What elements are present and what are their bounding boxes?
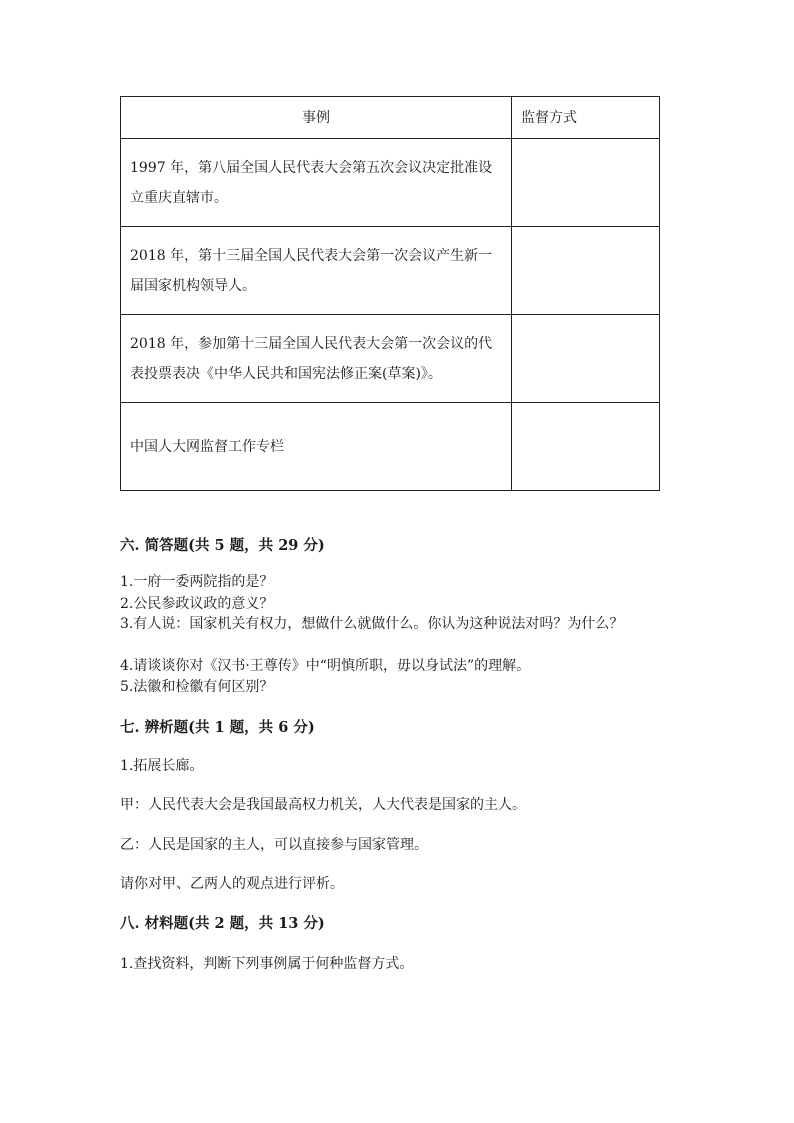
viewpoint-yi: 乙：人民是国家的主人，可以直接参与国家管理。 — [120, 837, 428, 853]
example-cell: 2018 年，第十三届全国人民代表大会第一次会议产生新一届国家机构领导人。 — [121, 227, 512, 315]
question-6-1: 1.一府一委两院指的是？ — [120, 574, 274, 590]
section-8-title: 八. 材料题(共 2 题，共 13 分) — [120, 915, 325, 932]
supervision-table — [120, 96, 660, 491]
header-example: 事例 — [121, 97, 512, 139]
method-cell[interactable] — [512, 227, 660, 315]
section-7-title: 七. 辨析题(共 1 题，共 6 分) — [120, 719, 315, 736]
table-row — [121, 403, 660, 491]
evaluation-prompt: 请你对甲、乙两人的观点进行评析。 — [120, 876, 344, 892]
question-8-1: 1.查找资料，判断下列事例属于何种监督方式。 — [120, 956, 414, 972]
table-row — [121, 139, 660, 227]
table-row — [121, 315, 660, 403]
question-6-2: 2.公民参政议政的意义？ — [120, 596, 274, 612]
method-cell[interactable] — [512, 315, 660, 403]
method-cell[interactable] — [512, 403, 660, 491]
question-6-3: 3.有人说：国家机关有权力，想做什么就做什么。你认为这种说法对吗？为什么？ — [120, 616, 624, 632]
question-6-5: 5.法徽和检徽有何区别？ — [120, 679, 274, 695]
question-7-1: 1.拓展长廊。 — [120, 758, 204, 774]
header-method: 监督方式 — [512, 97, 660, 139]
question-6-4: 4.请谈谈你对《汉书·王尊传》中“明慎所职，毋以身试法”的理解。 — [120, 658, 531, 674]
example-cell: 中国人大网监督工作专栏 — [121, 403, 512, 491]
method-cell[interactable] — [512, 139, 660, 227]
section-6-title: 六. 简答题(共 5 题，共 29 分) — [120, 537, 325, 554]
table-header-row — [121, 97, 660, 139]
example-cell: 2018 年，参加第十三届全国人民代表大会第一次会议的代表投票表决《中华人民共和国宪法修正案(草案)》。 — [121, 315, 512, 403]
viewpoint-jia: 甲：人民代表大会是我国最高权力机关，人大代表是国家的主人。 — [120, 797, 526, 813]
table-row — [121, 227, 660, 315]
example-cell: 1997 年，第八届全国人民代表大会第五次会议决定批准设立重庆直辖市。 — [121, 139, 512, 227]
